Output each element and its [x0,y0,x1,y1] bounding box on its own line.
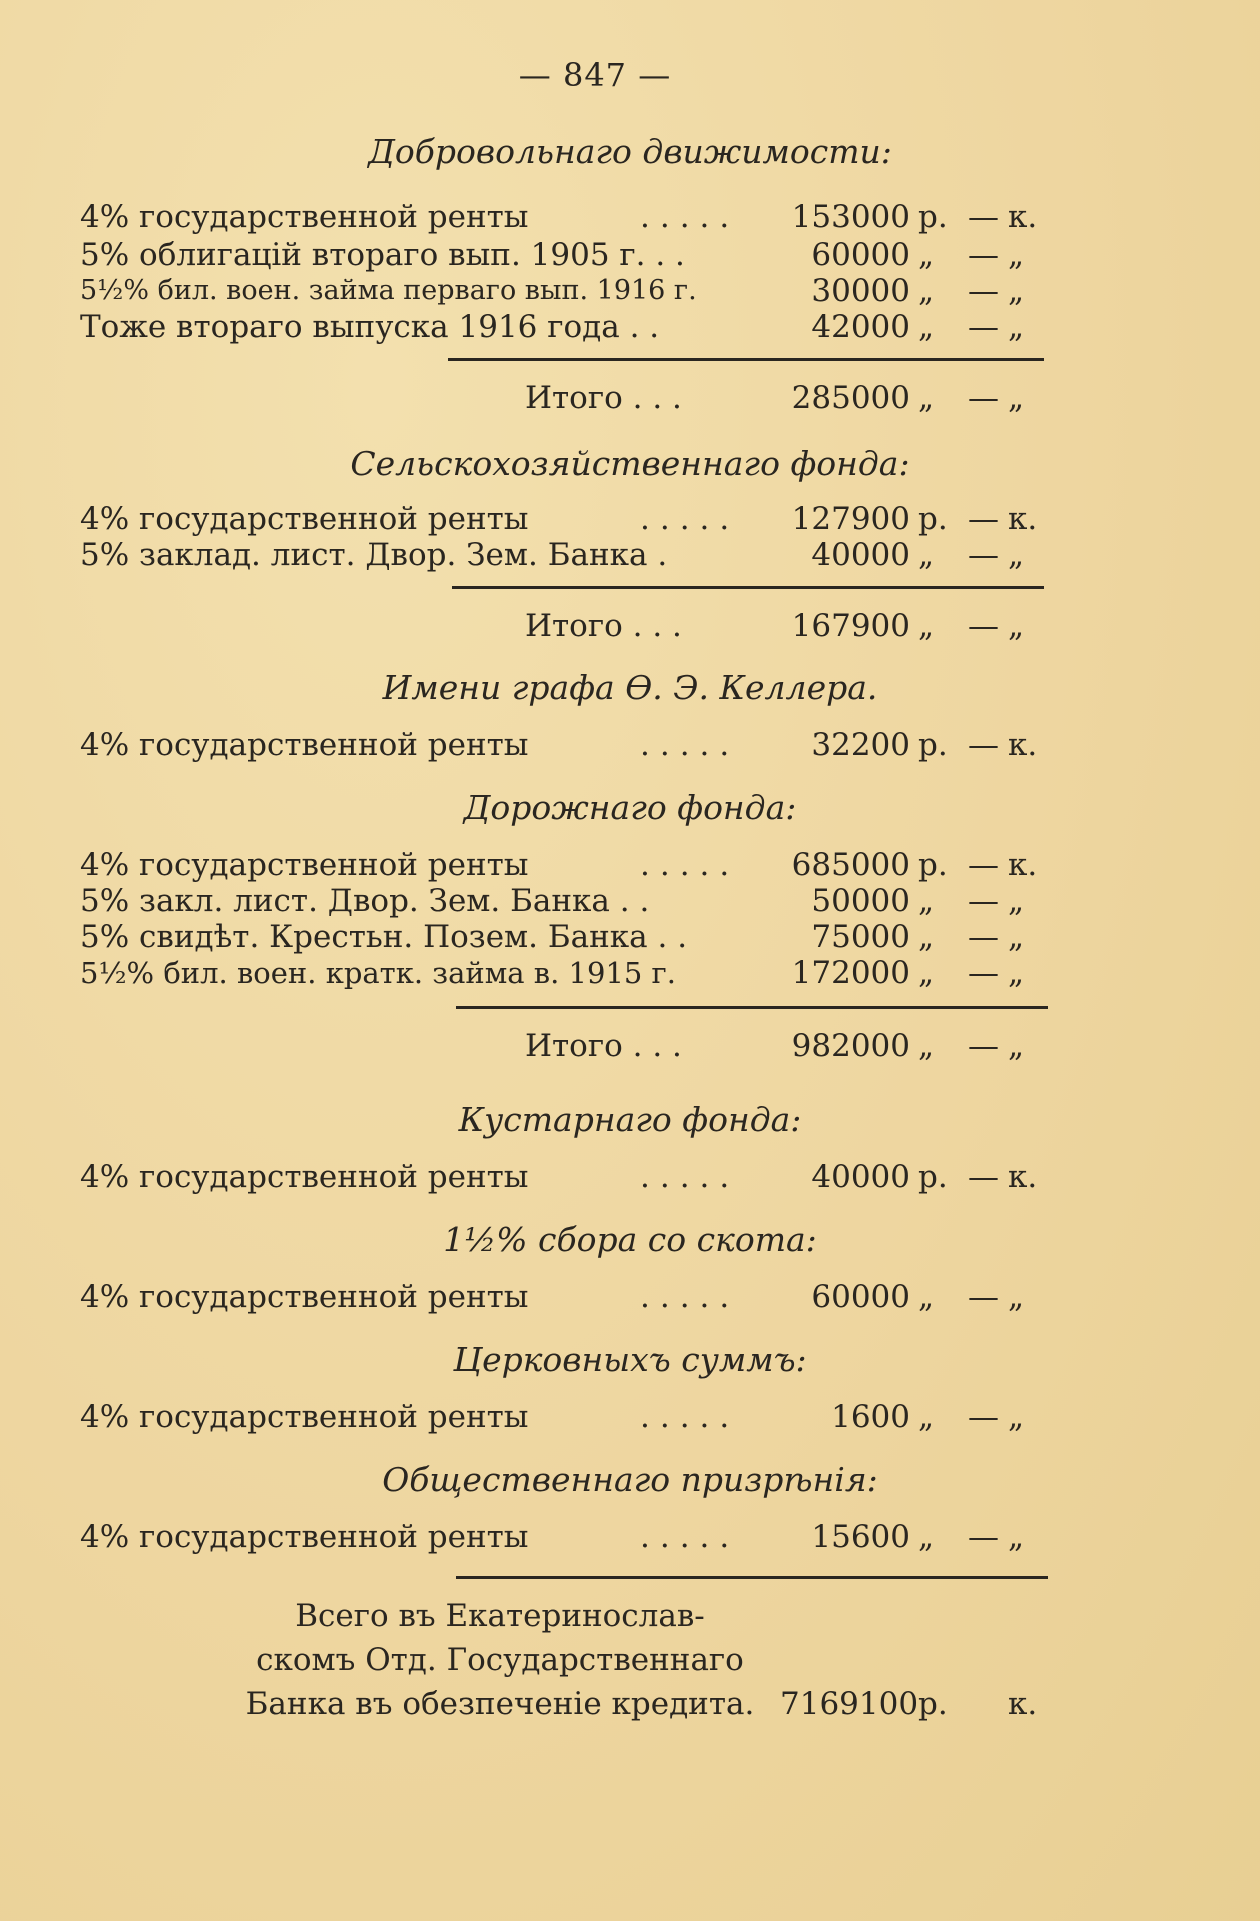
row-unit-kopecks: „ [1008,537,1025,573]
row-leader-dots: ..... [640,1159,740,1195]
table-row [80,1278,1040,1316]
row-unit-rubles: „ [918,1279,935,1315]
row-unit-rubles: „ [918,883,935,919]
table-row [80,846,1040,884]
table-row [80,726,1040,764]
row-dash: — [968,847,999,883]
table-row [80,536,1040,574]
row-dash: — [968,883,999,919]
total-label: Итого . . . [525,608,682,644]
row-dash: — [968,199,999,235]
row-unit-kopecks: к. [1008,199,1038,235]
total-amount: 982000 [791,1028,910,1064]
table-row [80,500,1040,538]
row-amount: 30000 [811,273,910,309]
row-description: 5% облигацій втораго вып. 1905 г. . . [80,237,685,273]
row-unit-kopecks: „ [1008,883,1025,919]
grand-total-amount: 7169100 [780,1686,919,1722]
total-label: Итого . . . [525,1028,682,1064]
table-row [80,198,1040,236]
total-unit-rubles: „ [918,380,935,416]
total-row [80,1026,1040,1066]
row-amount: 60000 [811,237,910,273]
row-unit-rubles: р. [918,847,948,883]
row-amount: 1600 [831,1399,910,1435]
row-description: 4% государственной ренты [80,1159,529,1195]
row-unit-rubles: р. [918,727,948,763]
row-unit-rubles: р. [918,199,948,235]
table-row [80,918,1040,956]
row-dash: — [968,537,999,573]
total-rule [456,1006,1048,1009]
row-unit-kopecks: к. [1008,727,1038,763]
total-dash: — [968,608,999,644]
row-description: 4% государственной ренты [80,199,529,235]
row-unit-kopecks: „ [1008,1399,1025,1435]
grand-total-unit-kopecks: к. [1008,1686,1038,1722]
section-title: Имени графа Ѳ. Э. Келлера. [382,668,878,707]
row-dash: — [968,273,999,309]
row-unit-rubles: „ [918,273,935,309]
row-description: 4% государственной ренты [80,501,529,537]
row-description: 4% государственной ренты [80,1399,529,1435]
total-unit-kopecks: „ [1008,608,1025,644]
row-amount: 60000 [811,1279,910,1315]
row-unit-kopecks: „ [1008,273,1025,309]
total-dash: — [968,380,999,416]
table-row [80,308,1040,346]
grand-total-line: Банка въ обезпеченіе кредита. [245,1686,755,1722]
row-amount: 32200 [811,727,910,763]
table-row [80,272,1040,310]
row-dash: — [968,955,999,991]
row-amount: 50000 [811,883,910,919]
row-unit-kopecks: „ [1008,1279,1025,1315]
row-dash: — [968,919,999,955]
total-unit-kopecks: „ [1008,380,1025,416]
row-amount: 153000 [791,199,910,235]
table-row [80,1158,1040,1196]
row-unit-rubles: „ [918,919,935,955]
table-row [80,236,1040,274]
table-row [80,1398,1040,1436]
row-dash: — [968,1399,999,1435]
row-dash: — [968,1519,999,1555]
row-unit-kopecks: „ [1008,955,1025,991]
total-amount: 167900 [791,608,910,644]
row-unit-rubles: „ [918,237,935,273]
row-unit-rubles: „ [918,1519,935,1555]
grand-total-unit-rubles: р. [918,1686,948,1722]
row-leader-dots: ..... [640,847,740,883]
total-label: Итого . . . [525,380,682,416]
page-number: — 847 — [518,56,672,94]
total-dash: — [968,1028,999,1064]
row-description: 4% государственной ренты [80,727,529,763]
row-leader-dots: ..... [640,1519,740,1555]
row-dash: — [968,309,999,345]
section-title: Церковныхъ суммъ: [453,1340,807,1379]
grand-total-rule [456,1576,1048,1579]
row-dash: — [968,237,999,273]
row-unit-rubles: „ [918,955,935,991]
section-title: Сельскохозяйственнаго фонда: [350,444,910,483]
row-description: 5½% бил. воен. займа перваго вып. 1916 г. [80,275,697,306]
row-description: 5% заклад. лист. Двор. Зем. Банка . [80,537,668,573]
row-unit-kopecks: к. [1008,847,1038,883]
row-description: 4% государственной ренты [80,1279,529,1315]
row-description: 4% государственной ренты [80,1519,529,1555]
row-unit-kopecks: „ [1008,1519,1025,1555]
total-rule [452,586,1044,589]
row-unit-kopecks: к. [1008,1159,1038,1195]
row-amount: 40000 [811,537,910,573]
section-title: 1½% сбора со скота: [443,1220,817,1259]
row-amount: 75000 [811,919,910,955]
row-description: 4% государственной ренты [80,847,529,883]
table-row [80,1518,1040,1556]
row-unit-kopecks: „ [1008,237,1025,273]
total-unit-rubles: „ [918,1028,935,1064]
row-unit-rubles: „ [918,309,935,345]
row-description: 5½% бил. воен. кратк. займа в. 1915 г. [80,956,676,990]
row-unit-rubles: р. [918,501,948,537]
grand-total-label [230,1594,770,1726]
row-unit-kopecks: „ [1008,919,1025,955]
row-unit-kopecks: „ [1008,309,1025,345]
row-leader-dots: ..... [640,199,740,235]
row-description: 5% закл. лист. Двор. Зем. Банка . . [80,883,650,919]
row-leader-dots: ..... [640,1279,740,1315]
row-leader-dots: ..... [640,727,740,763]
row-description: 5% свидѣт. Крестьн. Позем. Банка . . [80,919,688,955]
row-dash: — [968,1279,999,1315]
row-amount: 15600 [811,1519,910,1555]
row-description: Тоже втораго выпуска 1916 года . . [80,309,660,345]
grand-total-line: Всего въ Екатеринослав- [295,1598,705,1634]
row-dash: — [968,501,999,537]
total-unit-rubles: „ [918,608,935,644]
row-leader-dots: ..... [640,501,740,537]
table-row [80,954,1040,992]
total-row [80,606,1040,646]
row-amount: 172000 [791,955,910,991]
row-dash: — [968,1159,999,1195]
row-unit-rubles: р. [918,1159,948,1195]
row-amount: 40000 [811,1159,910,1195]
row-amount: 127900 [791,501,910,537]
section-title: Дорожнаго фонда: [463,788,797,827]
row-amount: 42000 [811,309,910,345]
section-title: Добровольнаго движимости: [368,132,892,171]
total-amount: 285000 [791,380,910,416]
section-title: Кустарнаго фонда: [458,1100,802,1139]
table-row [80,882,1040,920]
grand-total-line: скомъ Отд. Государственнаго [256,1642,744,1678]
row-unit-rubles: „ [918,537,935,573]
row-unit-rubles: „ [918,1399,935,1435]
row-dash: — [968,727,999,763]
total-rule [448,358,1044,361]
total-unit-kopecks: „ [1008,1028,1025,1064]
row-amount: 685000 [791,847,910,883]
row-unit-kopecks: к. [1008,501,1038,537]
row-leader-dots: ..... [640,1399,740,1435]
total-row [80,378,1040,418]
section-title: Общественнаго призрѣнія: [382,1460,878,1499]
